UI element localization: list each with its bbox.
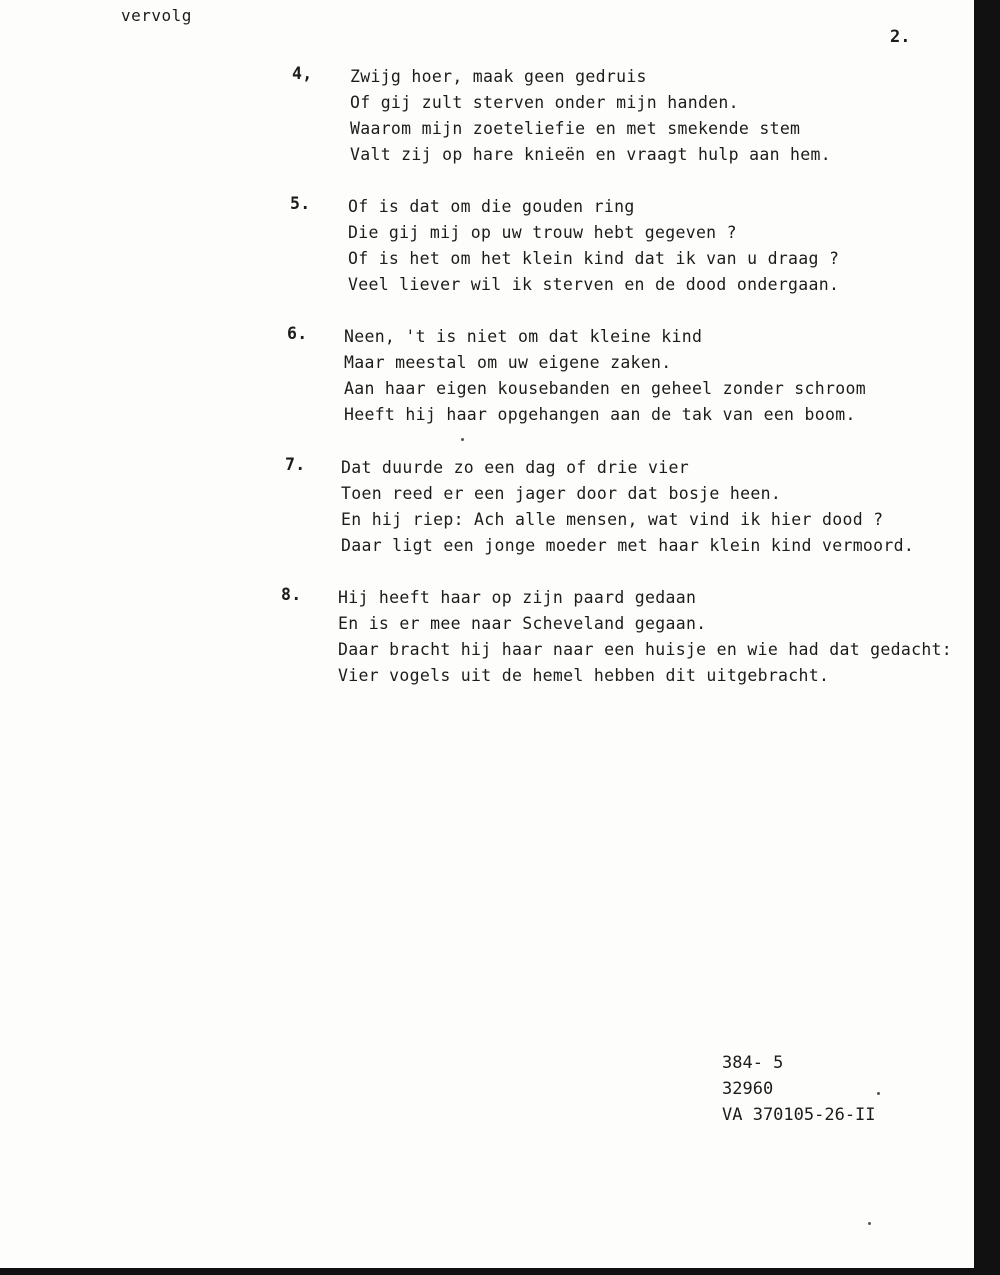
stanza-number: 5. <box>290 194 311 213</box>
verse-line: Of is dat om die gouden ring <box>348 197 635 216</box>
stanza-number: 4, <box>292 64 313 83</box>
verse-line: Hij heeft haar op zijn paard gedaan <box>338 588 697 607</box>
archive-ref-line: 32960 <box>722 1079 774 1099</box>
scan-border-right <box>974 0 1000 1275</box>
verse-line: Waarom mijn zoeteliefie en met smekende stem <box>350 119 801 138</box>
scan-border-bottom <box>0 1268 1000 1275</box>
paper-speck <box>868 1222 871 1225</box>
continuation-label: vervolg <box>121 6 192 25</box>
verse-line: Veel liever wil ik sterven en de dood ondergaan. <box>348 275 840 294</box>
page-number: 2. <box>890 27 911 47</box>
verse-line: En hij riep: Ach alle mensen, wat vind ik hier dood ? <box>341 510 884 529</box>
verse-line: Of gij zult sterven onder mijn handen. <box>350 93 739 112</box>
stanza-number: 6. <box>287 324 308 343</box>
verse-line: Zwijg hoer, maak geen gedruis <box>350 67 647 86</box>
verse-line: Vier vogels uit de hemel hebben dit uitgebracht. <box>338 666 830 685</box>
stanza-number: 8. <box>281 585 302 604</box>
verse-line: Daar bracht hij haar naar een huisje en wie had dat gedacht: <box>338 640 953 659</box>
archive-ref-line: VA 370105-26-II <box>722 1105 876 1125</box>
verse-line: Maar meestal om uw eigene zaken. <box>344 353 672 372</box>
verse-line: Die gij mij op uw trouw hebt gegeven ? <box>348 223 737 242</box>
paper-speck <box>461 438 464 441</box>
verse-line: Dat duurde zo een dag of drie vier <box>341 458 689 477</box>
verse-line: En is er mee naar Scheveland gegaan. <box>338 614 707 633</box>
paper-speck <box>877 1092 880 1095</box>
archive-ref-line: 384- 5 <box>722 1053 784 1073</box>
verse-line: Neen, 't is niet om dat kleine kind <box>344 327 703 346</box>
archive-reference <box>722 1050 876 1128</box>
stanza-number: 7. <box>285 455 306 474</box>
verse-line: Daar ligt een jonge moeder met haar klein kind vermoord. <box>341 536 915 555</box>
verse-line: Aan haar eigen kousebanden en geheel zonder schroom <box>344 379 866 398</box>
verse-line: Valt zij op hare knieën en vraagt hulp aan hem. <box>350 145 831 164</box>
verse-line: Of is het om het klein kind dat ik van u draag ? <box>348 249 840 268</box>
verse-line: Toen reed er een jager door dat bosje heen. <box>341 484 782 503</box>
verse-line: Heeft hij haar opgehangen aan de tak van een boom. <box>344 405 856 424</box>
